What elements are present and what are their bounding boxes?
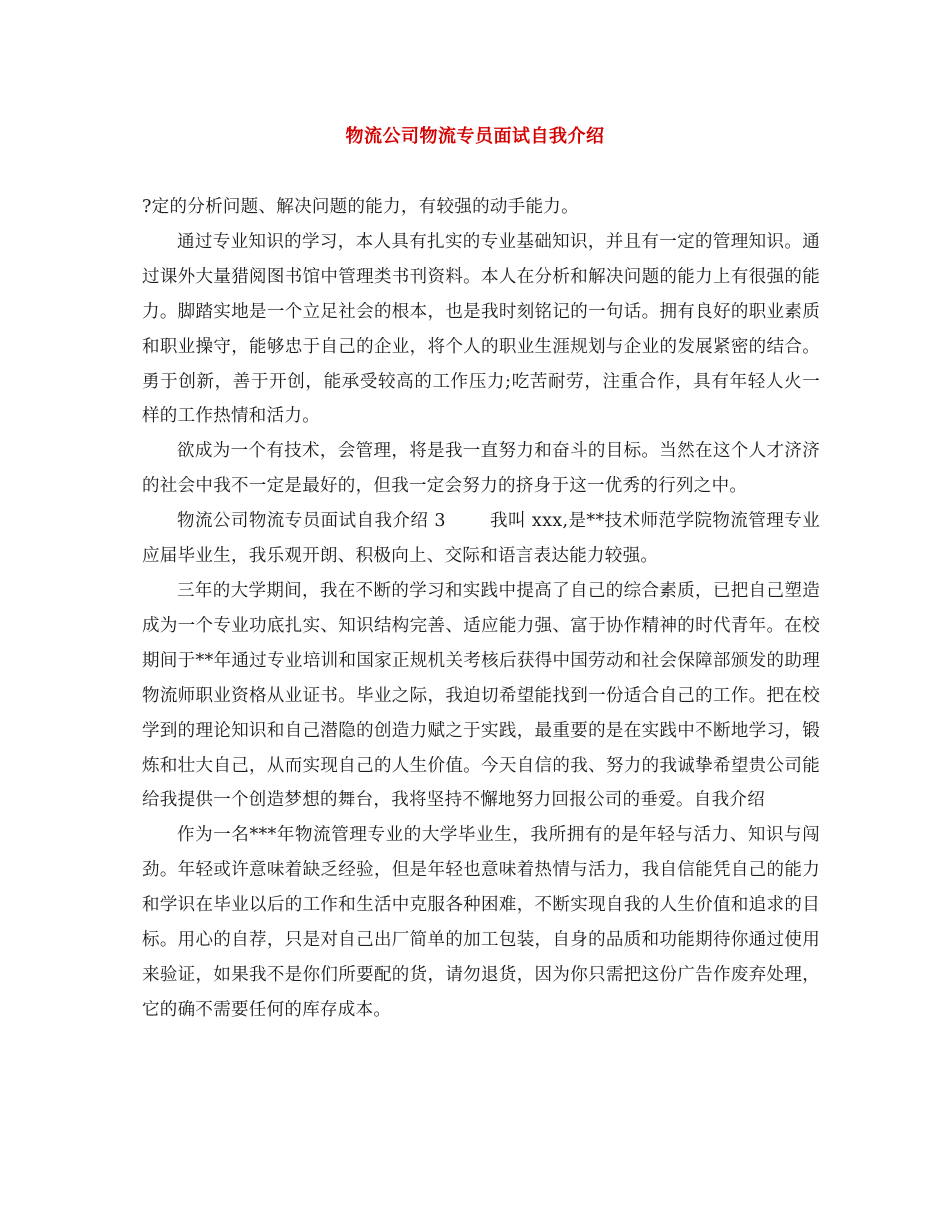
document-title: 物流公司物流专员面试自我介绍 [345,126,605,147]
paragraph: 欲成为一个有技术，会管理，将是我一直努力和奋斗的目标。当然在这个人才济济的社会中我不一定是最好的，但我一定会努力的挤身于这一优秀的行列之中。 [142,441,820,497]
section-3-paragraph [142,504,820,574]
paragraph: 通过专业知识的学习，本人具有扎实的专业基础知识，并且有一定的管理知识。通过课外大量猎阅图书馆中管理类书刊资料。本人在分析和解决问题的能力上有很强的能力。脚踏实地是一个立足社会的根本，也是我时刻铭记的一句话。拥有良好的职业素质和职业操守，能够忠于自己的企业，将个人的职业生涯规划与企业的发展紧密的结合。勇于创新，善于开创，能承受较高的工作压力;吃苦耐劳，注重合作，具有年轻人火一样的工作热情和活力。 [142,231,820,427]
document-body [142,190,820,1028]
section-3-intro: 我叫 xxx,是**技术师范学院物流管理专业应届毕业生，我乐观开朗、积极向上、交际和语言表达能力较强。 [142,511,820,567]
section-3-heading: 物流公司物流专员面试自我介绍 3 [177,511,446,532]
paragraph: 三年的大学期间，我在不断的学习和实践中提高了自己的综合素质，已把自己塑造成为一个专业功底扎实、知识结构完善、适应能力强、富于协作精神的时代青年。在校期间于**年通过专业培训和国家正规机关考核后获得中国劳动和社会保障部颁发的助理物流师职业资格从业证书。毕业之际，我迫切希望能找到一份适合自己的工作。把在校学到的理论知识和自己潜隐的创造力赋之于实践，最重要的是在实践中不断地学习，锻炼和壮大自己，从而实现自己的人生价值。今天自信的我、努力的我诚挚希望贵公司能给我提供一个创造梦想的舞台，我将坚持不懈地努力回报公司的垂爱。自我介绍 [142,580,820,811]
paragraph: 作为一名***年物流管理专业的大学毕业生，我所拥有的是年轻与活力、知识与闯劲。年轻或许意味着缺乏经验，但是年轻也意味着热情与活力，我自信能凭自己的能力和学识在毕业以后的工作和生活中克服各种困难，不断实现自我的人生价值和追求的目标。用心的自荐，只是对自己出厂简单的加工包装，自身的品质和功能期待你通过使用来验证，如果我不是你们所要配的货，请勿退货，因为你只需把这份广告作废弃处理，它的确不需要任何的库存成本。 [142,825,820,1020]
paragraph: ?定的分析问题、解决问题的能力，有较强的动手能力。 [142,197,579,217]
